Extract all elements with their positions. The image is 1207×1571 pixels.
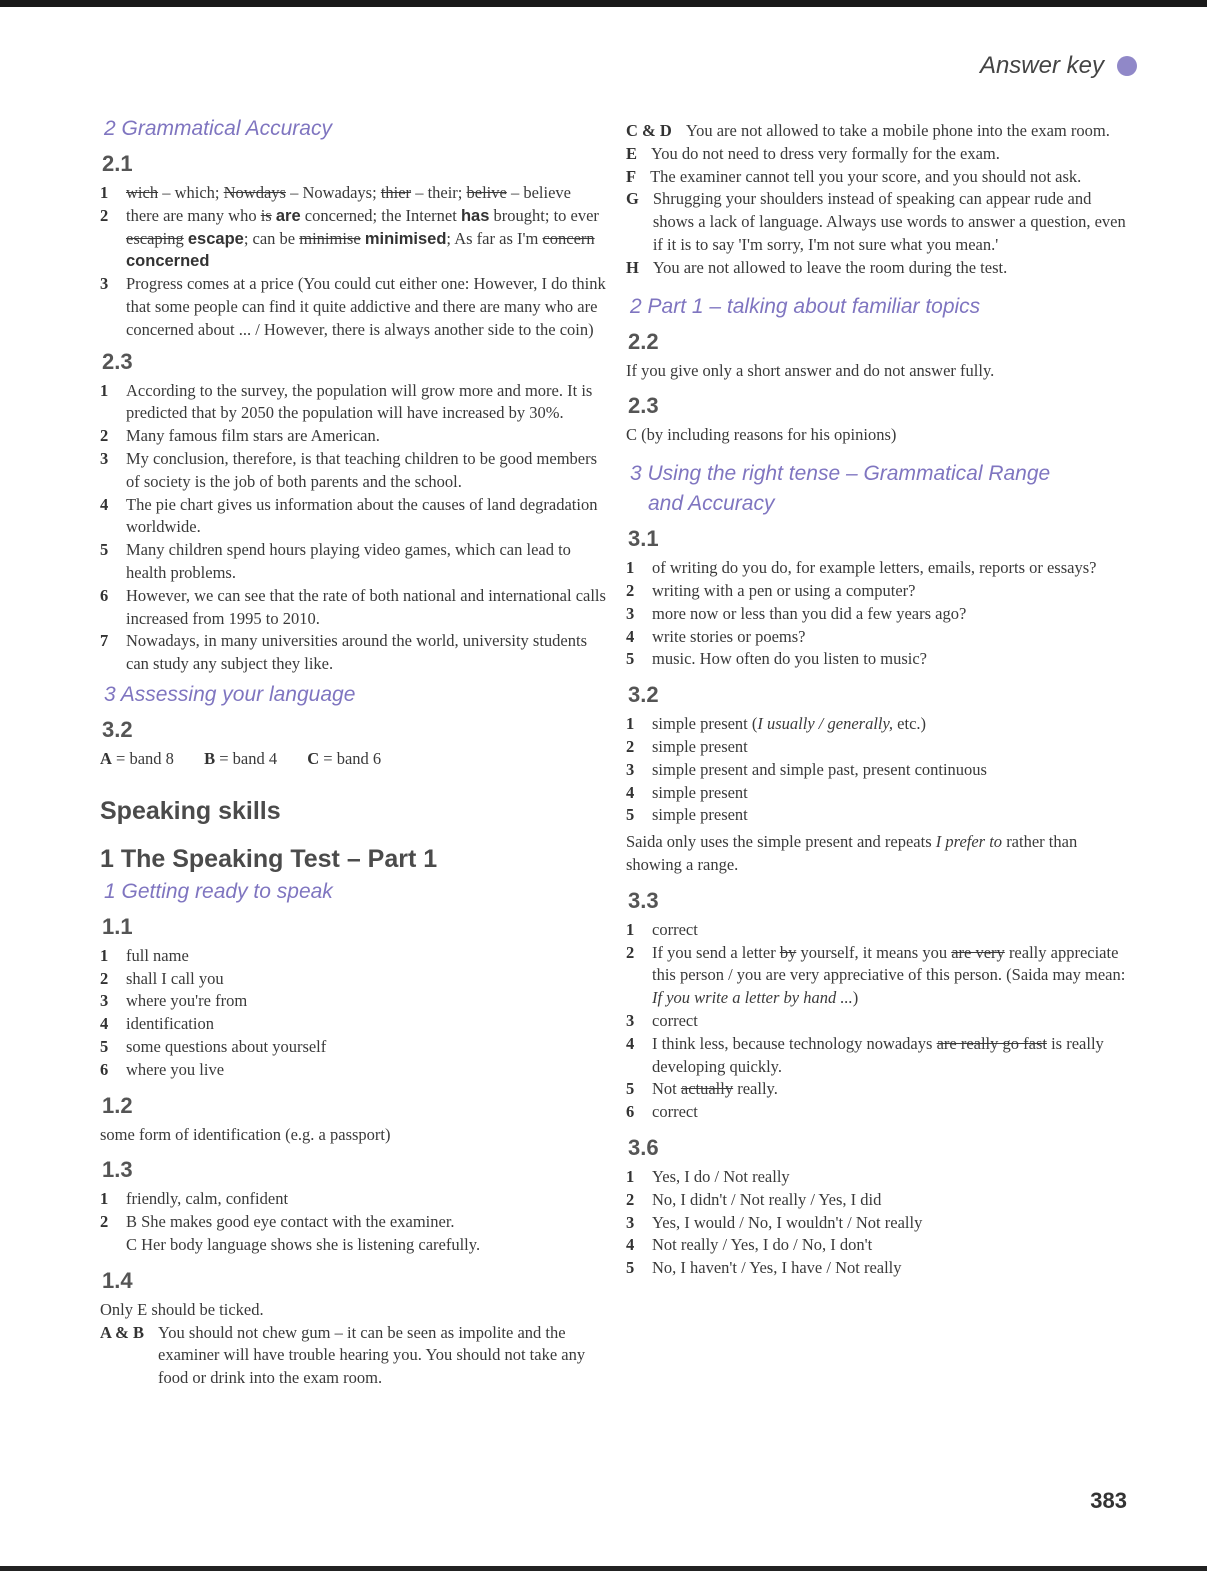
list-item: 2 If you send a letter by yourself, it means you are very really appreciate this person / you are very appreciative of this person. (Saida may mean: If you write a letter by hand ...) xyxy=(626,942,1126,1008)
answer-e: E You do not need to dress very formally for the exam. xyxy=(626,143,1000,163)
section-part-1-topics: 2 Part 1 – talking about familiar topics xyxy=(630,294,981,318)
list-item: 3 simple present and simple past, present continuous xyxy=(626,759,987,779)
list-item: 3 My conclusion, therefore, is that teaching children to be good members of society is the job of both parents and the school. xyxy=(100,448,598,491)
list-item: 4 identification xyxy=(100,1014,214,1034)
list-item: 6 correct xyxy=(626,1102,698,1122)
list-item: 5 No, I haven't / Yes, I have / Not really xyxy=(626,1258,902,1278)
exercise-2-2-number: 2.2 xyxy=(628,328,659,354)
exercise-2-3b-number: 2.3 xyxy=(628,393,659,419)
list-item: 1 wich – which; Nowdays – Nowadays; thier – their; belive – believe xyxy=(100,183,571,202)
exercise-1-4-answer: Only E should be ticked. xyxy=(100,1299,264,1319)
section-grammatical-accuracy: 2 Grammatical Accuracy xyxy=(104,117,332,140)
list-item: 4 I think less, because technology nowadays are really go fast is really developing quickly. xyxy=(626,1033,1104,1076)
list-item: 4 Not really / Yes, I do / No, I don't xyxy=(626,1235,873,1255)
list-item: 2 No, I didn't / Not really / Yes, I did xyxy=(626,1189,882,1209)
list-item: 7 Nowadays, in many universities around the world, university students can study any subject they like. xyxy=(100,631,588,674)
list-item: 1 friendly, calm, confident xyxy=(100,1189,289,1209)
answer-h: H You are not allowed to leave the room during the test. xyxy=(626,257,1008,277)
section-right-tense-cont: and Accuracy xyxy=(648,492,775,516)
section-assessing-language: 3 Assessing your language xyxy=(104,682,356,706)
list-item: 3 where you're from xyxy=(100,991,248,1011)
exercise-3-3-number: 3.3 xyxy=(628,887,659,913)
saida-note: Saida only uses the simple present and repeats I prefer to rather than showing a range. xyxy=(626,832,1078,874)
top-edge-bar xyxy=(0,0,1207,7)
section-getting-ready: 1 Getting ready to speak xyxy=(104,879,333,903)
exercise-3-6-number: 3.6 xyxy=(628,1134,659,1160)
list-item: 3 Yes, I would / No, I wouldn't / Not really xyxy=(626,1212,923,1232)
exercise-2-3-number: 2.3 xyxy=(102,348,133,374)
header-title: Answer key xyxy=(979,52,1104,79)
list-item: 1 correct xyxy=(626,919,698,939)
list-item: 5 music. How often do you listen to music? xyxy=(626,649,927,669)
list-item: 1 According to the survey, the population will grow more and more. It is predicted that by 2050 the population will have increased by 30%. xyxy=(100,380,593,423)
exercise-3-1-number: 3.1 xyxy=(628,526,659,552)
exercise-2-1-number: 2.1 xyxy=(102,151,133,176)
list-item: 5 Many children spend hours playing video games, which can lead to health problems. xyxy=(100,540,571,582)
answer-g: G Shrugging your shoulders instead of speaking can appear rude and shows a lack of language. Always use words to answer a question, even if it is to say 'I'm sorry, I'm not sure what you mean.' xyxy=(626,189,1126,254)
list-item: 1 simple present (I usually / generally, etc.) xyxy=(626,714,927,734)
list-item: 2 shall I call you xyxy=(100,968,224,988)
list-item: 4 The pie chart gives us information about the causes of land degradation worldwide. xyxy=(100,494,598,537)
list-item: 4 simple present xyxy=(626,782,748,802)
exercise-2-3b-answer: C (by including reasons for his opinions) xyxy=(626,425,897,445)
bottom-edge-bar xyxy=(0,1566,1207,1571)
list-item: 3 more now or less than you did a few years ago? xyxy=(626,603,967,623)
list-item: 3 Progress comes at a price (You could cut either one: However, I do think that some people can find it quite addictive and there are many who are concerned about ... / However, there is always another side to the coin) xyxy=(100,274,606,339)
list-item: 2 Many famous film stars are American. xyxy=(100,426,380,446)
list-item: 5 Not actually really. xyxy=(626,1079,778,1099)
right-column xyxy=(626,120,1130,1280)
exercise-1-1-number: 1.1 xyxy=(102,913,133,939)
speaking-test-heading: 1 The Speaking Test – Part 1 xyxy=(100,844,438,873)
exercise-2-3-list xyxy=(100,380,612,676)
list-item: 3 correct xyxy=(626,1010,698,1030)
exercise-1-2-answer: some form of identification (e.g. a passport) xyxy=(100,1124,391,1144)
page-number: 383 xyxy=(1090,1488,1127,1513)
speaking-skills-heading: Speaking skills xyxy=(100,796,281,825)
answer-f: F The examiner cannot tell you your score, and you should not ask. xyxy=(626,166,1082,186)
exercise-1-3-number: 1.3 xyxy=(102,1157,133,1183)
header-dot-icon xyxy=(1117,56,1137,76)
left-column xyxy=(100,114,612,1390)
page-header xyxy=(980,52,1137,80)
list-item: 6 However, we can see that the rate of both national and international calls increased from 1995 to 2010. xyxy=(100,585,606,628)
exercise-1-1-list xyxy=(100,945,612,1082)
list-item: 1 of writing do you do, for example letters, emails, reports or essays? xyxy=(626,558,1097,578)
list-item: 2 B She makes good eye contact with the examiner. C Her body language shows she is listening carefully. xyxy=(100,1212,481,1254)
list-item: 1 full name xyxy=(100,945,189,965)
list-item: 6 where you live xyxy=(100,1059,225,1079)
list-item: 5 simple present xyxy=(626,805,748,825)
exercise-1-2-number: 1.2 xyxy=(102,1092,133,1118)
list-item: 1 Yes, I do / Not really xyxy=(626,1166,790,1186)
list-item: 2 simple present xyxy=(626,736,748,756)
section-right-tense: 3 Using the right tense – Grammatical Range xyxy=(630,462,1051,486)
list-item: 4 write stories or poems? xyxy=(626,626,806,646)
list-item: 5 some questions about yourself xyxy=(100,1036,327,1056)
list-item: 2 writing with a pen or using a computer? xyxy=(626,580,916,600)
exercise-3-2-number: 3.2 xyxy=(102,716,133,742)
exercise-2-2-answer: If you give only a short answer and do not answer fully. xyxy=(626,360,995,380)
band-answers: A = band 8 B = band 4 C = band 6 xyxy=(100,748,382,768)
answer-c-d: C & D You are not allowed to take a mobile phone into the exam room. xyxy=(626,121,1110,140)
list-item: 2 there are many who is are concerned; the Internet has brought; to ever escaping escape; can be minimise minimised; As far as I'm concern concerned xyxy=(100,205,599,271)
answer-a-b: A & B You should not chew gum – it can be seen as impolite and the examiner will have trouble hearing you. You should not take any food or drink into the exam room. xyxy=(100,1322,586,1388)
exercise-3-2b-number: 3.2 xyxy=(628,682,659,708)
exercise-1-4-number: 1.4 xyxy=(102,1267,133,1293)
